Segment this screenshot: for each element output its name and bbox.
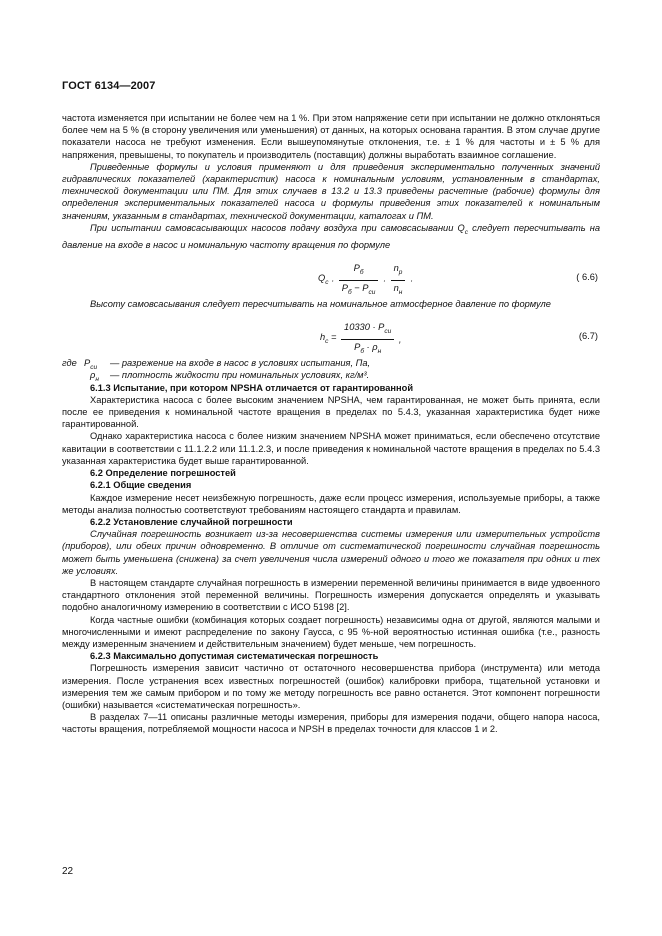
subscript: c [325, 338, 329, 346]
paragraph-frequency: частота изменяется при испытании не более чем на 1 %. При этом напряжение сети при испытании не должно отклоняться более чем на 5 % (в сторону увеличения или уменьшения) от данных, на которых основана гарантия. В этом случае другие показатели насоса не требуют изменения. Если вышеупомянутые отклонения, т.е. ± 1 % для частоты и ± 5 % для напряжения, превышены, то покупатель и производитель (поставщик) должны выработать взаимное соглашение. [62, 113, 600, 160]
subscript: c [464, 228, 469, 236]
formula-6-6 [62, 260, 600, 297]
subscript: н [95, 376, 99, 384]
legend-row [62, 369, 600, 384]
paragraph: Когда частные ошибки (комбинация которых создает погрешность) независимы одна от другой, являются малыми и многочисленными и имеют распределение по закону Гаусса, с 95 %-ной вероятностью истинная ошибка (т.е., разность между измеренным значением и действительным значением) будет меньше, чем погрешность. [62, 614, 600, 649]
subscript: б [359, 268, 364, 276]
subscript: н [398, 289, 403, 297]
text-segment: При испытании самовсасывающих насосов подачу воздуха при самовсасывании Q [90, 222, 465, 233]
formula-symbol: h [320, 332, 326, 343]
subscript: р [398, 268, 403, 276]
legend-description: — плотность жидкости при номинальных условиях, кг/м³. [110, 370, 370, 381]
formula-expression: $Q_c$ · $\frac{P_б}{P_б - P_{си}}$ · $\frac{n_р}{n_н}$ · [318, 262, 413, 299]
paragraph: Однако характеристика насоса с более низким значением NPSHA может приниматься, если обеспечено отсутствие кавитации в соответствии с 11.1.2.2 или 11.1.2.3, и после приведения к номинальной частоте вращения в пределах по 5.4.3 указанная характеристика будет выше гарантированной. [62, 431, 600, 466]
formula-symbol: P [341, 283, 348, 294]
paragraph: В разделах 7—11 описаны различные методы измерения, приборы для измерения подачи, общего напора насоса, частоты вращения, потребляемой мощности насоса и NPSH в пределах точности для классов 1 и 2. [62, 712, 600, 735]
formula-symbol: P [354, 342, 361, 353]
formula-symbol: · ρ [363, 342, 378, 353]
subscript: б [360, 348, 364, 356]
paragraph: Каждое измерение несет неизбежную погрешность, даже если процесс измерения, используемые приборы, а также методы анализа полностью соответствуют требованиям настоящего стандарта и правилам. [62, 492, 600, 515]
text-segment: следует пересчитывать на давление на входе в насос и номинальную частоту вращения по формуле [62, 222, 600, 250]
section-heading: 6.1.3 Испытание, при котором NPSHA отличается от гарантированной [90, 382, 414, 393]
formula-symbol: n [393, 283, 399, 294]
subscript: н [377, 348, 382, 356]
paragraph-suction-height: Высоту самовсасывания следует пересчитывать на номинальное атмосферное давление по формуле [90, 299, 551, 310]
fraction [339, 262, 379, 299]
document-header: ГОСТ 6134—2007 [62, 80, 156, 92]
formula-6-7 [62, 319, 600, 356]
paragraph-self-priming [62, 222, 600, 251]
formula-expression: $h_c$ = $\frac{10330 \cdot P_{си}}{P_б \cdot \rho_н}$ , [320, 321, 401, 358]
formula-symbol: P [353, 263, 360, 274]
paragraph: В настоящем стандарте случайная погрешность в измерении переменной величины принимается в виде удвоенного стандартного отклонения этой переменной величины. Погрешность измерения допускается определять и указывать подобно аналогичному измерению в соответствии с ИСО 5198 [2]. [62, 577, 600, 613]
paragraph: Погрешность измерения зависит частично от остаточного несовершенства прибора (инструмента) или метода измерения. После устранения всех известных погрешностей (ошибок) калибровки прибора, тщательной установки и измерения тем же самым прибором и по тому же методу погрешность все равно останется. Этот компонент погрешности (ошибки) называется «систематическая погрешность». [62, 663, 600, 710]
fraction [391, 262, 406, 299]
formula-symbol: n [393, 263, 399, 274]
subscript: си [90, 364, 98, 372]
legend-label: где [62, 358, 77, 369]
formula-legend [62, 357, 600, 384]
formula-symbol: 10330 · P [344, 322, 385, 333]
section-heading: 6.2 Определение погрешностей [90, 468, 236, 479]
formula-number: ( 6.6) [576, 272, 598, 283]
document-body [62, 112, 600, 736]
subscript: c [325, 278, 329, 286]
legend-symbol: ρ [90, 370, 96, 381]
legend-symbol: P [84, 358, 91, 369]
section-heading: 6.2.1 Общие сведения [90, 480, 192, 491]
paragraph-formulas: Приведенные формулы и условия применяют и для приведения экспериментально полученных значений гидравлических показателей (характеристик) насоса к номинальным условиям, установленным в стандартах, технической документации или ПМ. Для этих случаев в 13.2 и 13.3 приведены расчетные (рабочие) формулы для определения экспериментальных показателей насоса и формулы приведения этих показателей к номинальным значениям, указанным в стандартах, технической документации, каталогах и ПМ. [62, 161, 600, 221]
legend-description: — разрежение на входе в насос в условиях испытания, Па, [110, 358, 371, 369]
section-heading: 6.2.3 Максимально допустимая систематическая погрешность [90, 651, 379, 662]
legend-row [62, 357, 600, 372]
fraction [341, 321, 394, 358]
paragraph: Характеристика насоса с более высоким значением NPSHA, чем гарантированная, не может быть принята, если после ее приведения к номинальной частоте вращения в пределах по 5.4.3, указанная характеристика будет ниже гарантированной. [62, 394, 600, 430]
subscript: си [384, 328, 392, 336]
subscript: б [347, 289, 352, 297]
formula-symbol: Q [318, 273, 326, 284]
formula-symbol: = [328, 332, 340, 343]
formula-symbol: − P [351, 283, 369, 294]
paragraph: Случайная погрешность возникает из-за несовершенства системы измерения или измерительных устройств (приборов), или обеих причин одновременно. В отличие от систематической погрешности случайная погрешность может быть уменьшена (снижена) за счет увеличения числа измерений одного и того же показателя при одних и тех же условиях. [62, 529, 600, 576]
page-number: 22 [62, 866, 74, 877]
section-heading: 6.2.2 Установление случайной погрешности [90, 516, 293, 527]
formula-number: (6.7) [578, 331, 598, 342]
subscript: си [368, 289, 376, 297]
